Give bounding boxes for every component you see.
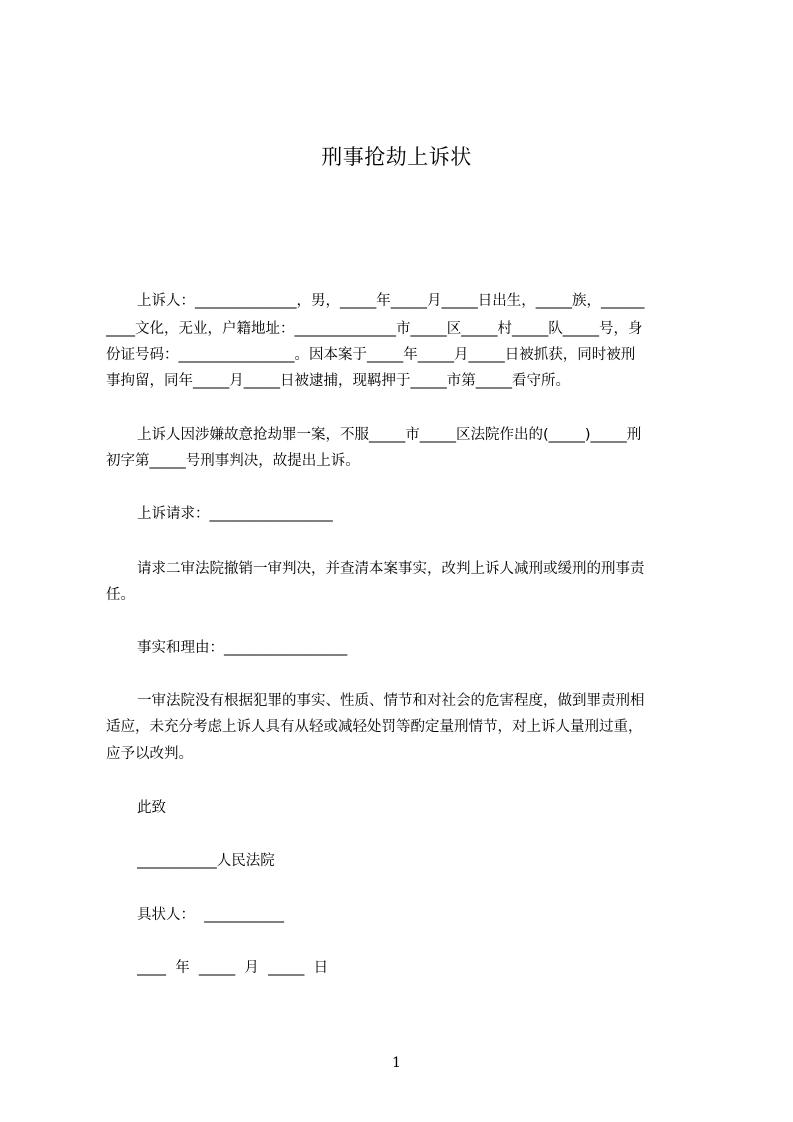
court-line: ___________人民法院: [137, 853, 275, 869]
facts-body-line-3: 应予以改判。: [106, 746, 193, 762]
reason-line-2: 初字第_____号刑事判决，故提出上诉。: [106, 453, 360, 469]
request-heading: 上诉请求：_________________: [137, 506, 333, 522]
appellant-line-4: 事拘留，同年_____月_____日被逮捕，现羁押于_____市第_____看守所。: [106, 373, 570, 389]
closing: 此致: [137, 800, 166, 816]
signer-line: 具状人： ___________: [137, 907, 284, 923]
date-line: ____ 年 _____ 月 _____ 日: [137, 960, 329, 976]
request-body-line-1: 请求二审法院撤销一审判决，并查清本案事实，改判上诉人减刑或缓刑的刑事责: [137, 561, 645, 577]
facts-body-line-2: 适应，未充分考虑上诉人具有从轻或减轻处罚等酌定量刑情节，对上诉人量刑过重，: [106, 719, 643, 735]
appellant-line-3: 份证号码：________________。因本案于_____年_____月_____日被抓获，同时被刑: [106, 347, 636, 363]
facts-body-line-1: 一审法院没有根据犯罪的事实、性质、情节和对社会的危害程度，做到罪责刑相: [137, 693, 645, 709]
facts-heading: 事实和理由：_________________: [137, 640, 348, 656]
appellant-line-1: 上诉人：______________，男，_____年_____月_____日出生，_____族，______: [137, 293, 645, 309]
request-body-line-2: 任。: [106, 587, 135, 603]
page-number: 1: [392, 1055, 401, 1071]
appellant-line-2: ____文化，无业，户籍地址：______________市_____区_____村_____队_____号，身: [106, 321, 643, 337]
reason-line-1: 上诉人因涉嫌故意抢劫罪一案，不服_____市_____区法院作出的(_____)_____刑: [137, 427, 642, 443]
document-title: 刑事抢劫上诉状: [321, 145, 472, 169]
